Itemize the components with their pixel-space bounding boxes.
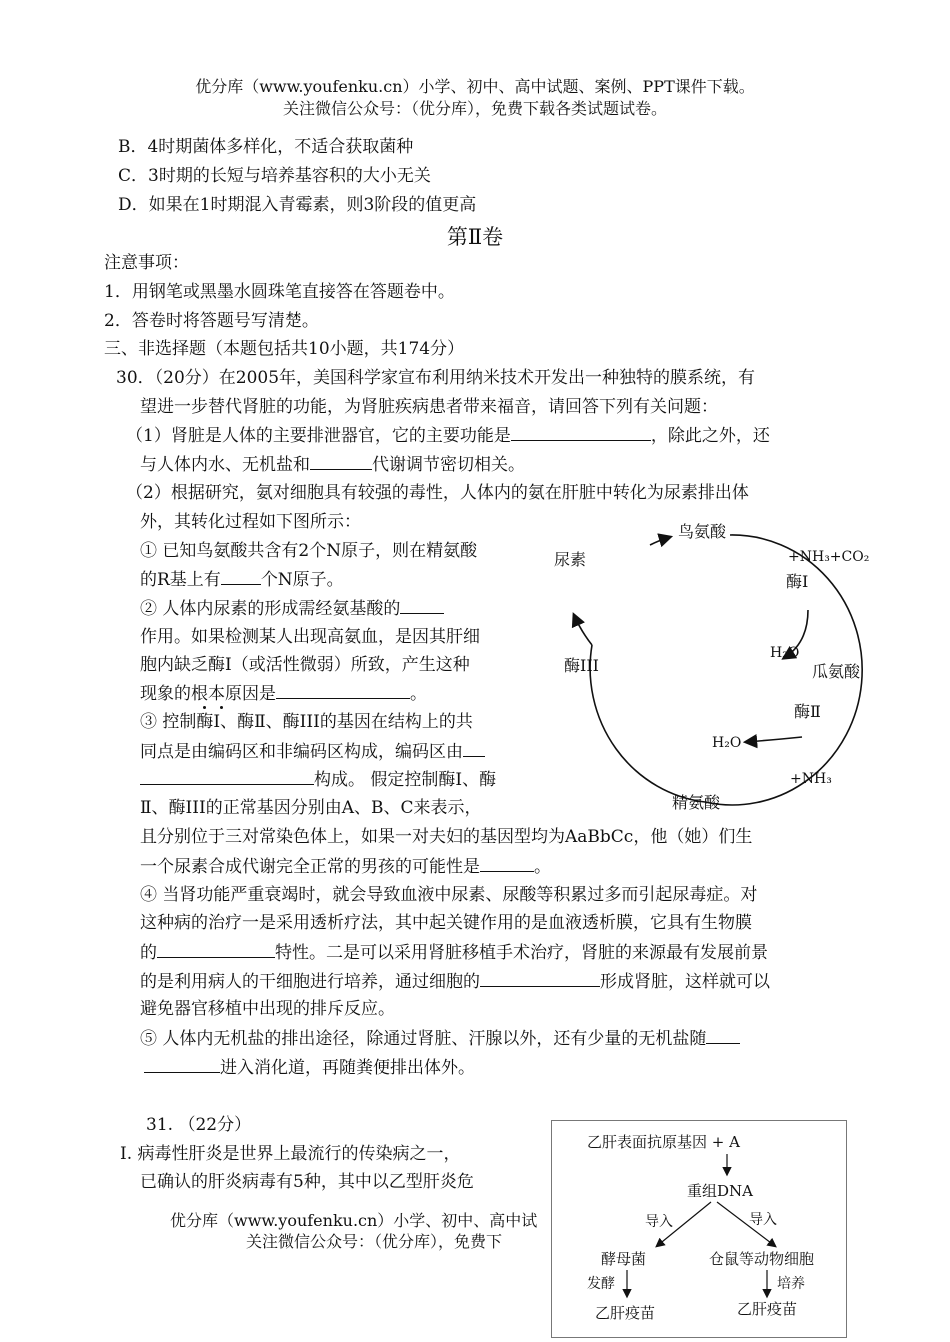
q30-sub4-text-d: 特性。二是可以采用肾脏移植手术治疗，肾脏的来源最有发展前景 <box>275 943 768 963</box>
label-h2o-1: H₂O <box>770 645 800 661</box>
q30-part1-text-b: ，除此之外，还 <box>650 426 770 446</box>
q30-sub1-line1: ① 已知鸟氨酸共含有2个N原子，则在精氨酸 <box>140 541 478 561</box>
answer-blank-salt-route-b[interactable] <box>144 1056 220 1073</box>
cycle-arc-left <box>590 645 705 802</box>
q30-sub3-line4: Ⅱ、酶III的正常基因分别由A、B、C来表示， <box>140 798 482 818</box>
answer-blank-probability[interactable] <box>480 855 534 872</box>
label-arginine: 精氨酸 <box>672 793 721 812</box>
emphasis-dot <box>220 706 223 709</box>
q30-sub5-text-b: 进入消化道，再随粪便排出体外。 <box>220 1058 475 1078</box>
q30-part1-line1 <box>126 424 770 447</box>
q30-sub2-text-d: 现象的根本原因是 <box>140 684 276 704</box>
q30-sub4-line1: ④ 当肾功能严重衰竭时，就会导致血液中尿素、尿酸等积累过多而引起尿毒症。对 <box>140 885 758 905</box>
footer-line-1: 优分库（www.youfenku.cn）小学、初中、高中试 <box>170 1211 538 1230</box>
q30-part1-text-d: 代谢调节密切相关。 <box>372 455 525 475</box>
q30-sub3-line2 <box>140 740 485 763</box>
notes-item-2: 2．答卷时将答题号写清楚。 <box>104 311 319 331</box>
flow-culture-label: 培养 <box>777 1276 805 1292</box>
notes-heading: 注意事项： <box>104 253 189 273</box>
label-citrulline: 瓜氨酸 <box>812 662 861 681</box>
answer-blank-amino-acid[interactable] <box>400 597 444 614</box>
q30-part1-text-c: 与人体内水、无机盐和 <box>140 455 310 475</box>
flow-yeast: 酵母菌 <box>601 1250 647 1268</box>
flow-vaccine-left: 乙肝疫苗 <box>595 1304 656 1322</box>
urea-cycle-diagram <box>540 515 880 815</box>
label-enzyme-1: 酶Ⅰ <box>786 572 809 591</box>
label-ornithine: 鸟氨酸 <box>678 522 727 541</box>
label-urea: 尿素 <box>554 550 587 569</box>
answer-blank-n-atoms[interactable] <box>221 568 261 585</box>
emphasis-dot <box>203 706 206 709</box>
vaccine-flow-diagram <box>551 1120 847 1338</box>
label-nh3-co2: +NH₃+CO₂ <box>788 549 870 565</box>
answer-blank-membrane-property[interactable] <box>157 941 275 958</box>
q30-sub2-line1 <box>140 597 444 620</box>
label-enzyme-3: 酶III <box>564 656 599 675</box>
option-b: B．4时期菌体多样化，不适合获取菌种 <box>118 137 414 157</box>
answer-blank-cell-process[interactable] <box>480 970 600 987</box>
answer-blank-root-cause[interactable] <box>276 682 410 699</box>
q30-sub2-text-e: 。 <box>410 684 427 704</box>
q30-sub3-line3 <box>140 768 496 791</box>
q30-part1-line2 <box>140 453 525 476</box>
q30-sub4-line5: 避免器官移植中出现的排斥反应。 <box>140 999 395 1019</box>
cycle-arrow-ornithine <box>650 537 670 545</box>
q30-sub4-text-c: 的 <box>140 943 157 963</box>
label-enzyme-2: 酶Ⅱ <box>794 702 821 721</box>
q30-sub3-text-g: 。 <box>534 857 551 877</box>
flow-import-left: 导入 <box>645 1214 673 1230</box>
q30-sub3-text-f: 一个尿素合成代谢完全正常的男孩的可能性是 <box>140 857 480 877</box>
q30-sub3-line1: ③ 控制酶Ⅰ、酶Ⅱ、酶III的基因在结构上的共 <box>140 712 473 732</box>
option-d: D．如果在1时期混入青霉素，则3阶段的值更高 <box>118 195 477 215</box>
header-line-1: 优分库（www.youfenku.cn）小学、初中、高中试题、案例、PPT课件下载。 <box>195 77 755 96</box>
q30-sub1-line2 <box>140 568 344 591</box>
q30-sub1-text-c: 个N原子。 <box>260 570 344 590</box>
header-line-2: 关注微信公众号：（优分库），免费下载各类试题试卷。 <box>282 99 667 118</box>
section-title: 第Ⅱ卷 <box>446 225 504 249</box>
q30-sub5-line1 <box>140 1027 740 1050</box>
q30-sub1-text-b: 的R基上有 <box>140 570 221 590</box>
q31-part1-line2: 已确认的肝炎病毒有5种，其中以乙型肝炎危 <box>140 1172 474 1192</box>
cycle-arrow-urea <box>574 615 592 645</box>
flow-recombinant-dna: 重组DNA <box>687 1182 753 1200</box>
q30-part2-line2: 外，其转化过程如下图所示： <box>140 512 361 532</box>
footer-line-2: 关注微信公众号：（优分库），免费下 <box>246 1232 503 1251</box>
label-h2o-2: H₂O <box>712 735 742 751</box>
notes-item-1: 1．用钢笔或黑墨水圆珠笔直接答在答题卷中。 <box>104 282 455 302</box>
q30-sub2-line4 <box>140 682 427 705</box>
answer-blank-coding-region-a[interactable] <box>463 740 485 757</box>
q30-sub3-text-b: 同点是由编码区和非编码区构成，编码区由 <box>140 742 463 762</box>
q30-sub2-text-a: ② 人体内尿素的形成需经氨基酸的 <box>140 599 401 619</box>
q30-sub2-line2: 作用。如果检测某人出现高氨血，是因其肝细 <box>140 627 480 647</box>
flow-import-right: 导入 <box>749 1212 777 1228</box>
q30-sub4-line4 <box>140 970 770 993</box>
q30-intro-1: 30．（20分）在2005年，美国科学家宣布利用纳米技术开发出一种独特的膜系统，有 <box>116 368 756 388</box>
answer-blank-coding-region-b[interactable] <box>140 768 314 785</box>
q30-sub5-line2 <box>144 1056 475 1079</box>
option-c: C．3时期的长短与培养基容积的大小无关 <box>118 166 431 186</box>
q30-sub4-line3 <box>140 941 768 964</box>
q30-sub2-line3: 胞内缺乏酶Ⅰ（或活性微弱）所致，产生这种 <box>140 655 470 675</box>
q30-sub3-line6 <box>140 855 551 878</box>
q30-sub4-text-e: 的是利用病人的干细胞进行培养，通过细胞的 <box>140 972 480 992</box>
q31-heading: 31. （22分） <box>146 1115 252 1135</box>
q30-sub4-line2: 这种病的治疗一是采用透析疗法，其中起关键作用的是血液透析膜，它具有生物膜 <box>140 913 752 933</box>
answer-blank-salt-route-a[interactable] <box>706 1027 740 1044</box>
flow-hamster-cells: 仓鼠等动物细胞 <box>709 1250 815 1268</box>
flow-ferment-label: 发酵 <box>587 1276 615 1292</box>
q30-part1-text-a: （1）肾脏是人体的主要排泄器官，它的主要功能是 <box>126 426 511 446</box>
answer-blank-kidney-function[interactable] <box>511 424 651 441</box>
flow-vaccine-right: 乙肝疫苗 <box>737 1300 798 1318</box>
flow-top-gene: 乙肝表面抗原基因 + A <box>587 1133 740 1151</box>
h2o-arrow-2 <box>746 737 802 742</box>
q31-part1-line1: Ⅰ. 病毒性肝炎是世界上最流行的传染病之一， <box>120 1144 461 1164</box>
q30-sub3-line5: 且分别位于三对常染色体上，如果一对夫妇的基因型均为AaBbCc，他（她）们生 <box>140 827 753 847</box>
answer-blank-metabolism[interactable] <box>310 453 372 470</box>
label-nh3: +NH₃ <box>790 771 832 787</box>
q30-sub3-text-c: 构成。 假定控制酶Ⅰ、酶 <box>314 770 497 790</box>
q30-sub5-text-a: ⑤ 人体内无机盐的排出途径，除通过肾脏、汗腺以外，还有少量的无机盐随 <box>140 1029 707 1049</box>
q30-intro-2: 望进一步替代肾脏的功能，为肾脏疾病患者带来福音，请回答下列有关问题： <box>140 397 718 417</box>
q30-part2-line1: （2）根据研究，氨对细胞具有较强的毒性，人体内的氨在肝脏中转化为尿素排出体 <box>126 483 749 503</box>
part-three-heading: 三、非选择题（本题包括共10小题，共174分） <box>104 339 465 359</box>
q30-sub4-text-f: 形成肾脏，这样就可以 <box>600 972 770 992</box>
